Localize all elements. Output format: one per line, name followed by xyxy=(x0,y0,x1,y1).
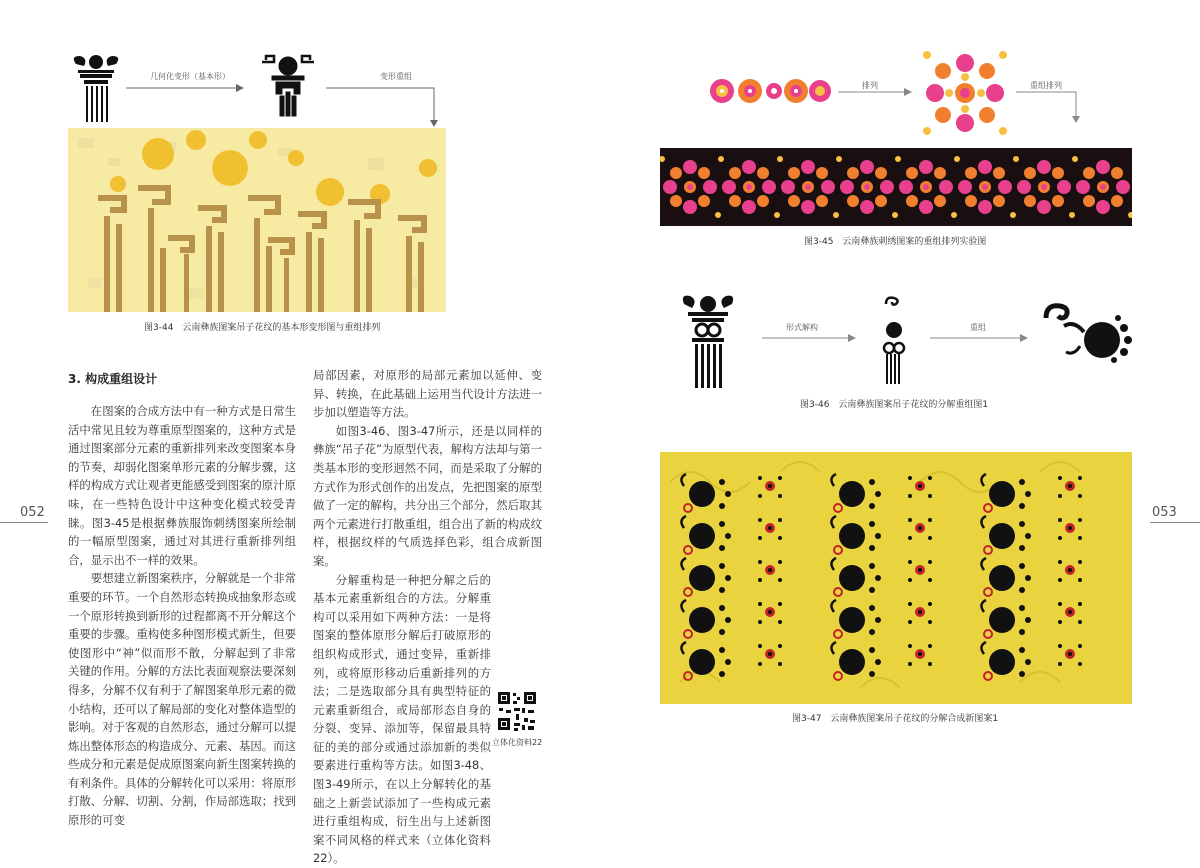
paragraph: 如图3-46、图3-47所示，还是以同样的彝族“吊子花”为原型代表，解构方法却与第一类基本形的变形迥然不同，而是采取了分解的方式作为形式创作的出发点，先把图案的原型做了一定的解构，共分出三个部分，然后取其两个元素进行打散重组，组合出了新的构成纹样，根据纹样的气质选择色彩，组合成新图案。 xyxy=(313,423,542,568)
figure-3-45-caption: 图3-45 云南彝族刺绣图案的重组排列实验图 xyxy=(804,237,987,247)
diaozihua-motif-original-2 xyxy=(680,292,736,390)
arrow-right-icon xyxy=(126,82,246,94)
flow-label-recombine-2: 重组 xyxy=(970,323,986,332)
figure-3-46-caption: 图3-46 云南彝族图案吊子花纹的分解重组图1 xyxy=(800,400,989,410)
paragraph: 要想建立新图案秩序，分解就是一个非常重要的环节。一个自然形态转换成抽象形态或一个原形转换到新形的过程都离不开分解这个重要的步骤。重构使多种图形模式新生，但要使图形中“神”似而形不散，分解起到了非常关键的作用。分解的方法比表面观察法要深刻得多，分解不仅有利于了解图案单形元素的微小结构，还可以了解局部的变化对整体造型的影响。对于客观的自然形态，通过分解可以提炼出整体形态的构造成分、元素、基因。而这些成分和元素是促成原图案向新生图案转换的有利条件。具体的分解转化可以采用：将原形打散、分解、切割、分割，作局部选取；找到原形的可变 xyxy=(68,571,296,828)
flow-label-deconstruct: 形式解构 xyxy=(786,323,818,332)
embroidery-motif-row xyxy=(708,72,832,110)
figure-3-44-pattern xyxy=(68,128,446,312)
arrow-down-right-icon xyxy=(326,82,442,128)
figure-3-45-pattern xyxy=(660,148,1132,226)
paragraph: 局部因素，对原形的局部元素加以延伸、变异、转换，在此基础上运用当代设计方法进一步加以塑造等方法。 xyxy=(313,368,542,420)
flow-label-rearrange: 重组排列 xyxy=(1030,81,1062,90)
diaozihua-motif-original xyxy=(70,52,122,124)
figure-3-44-caption: 图3-44 云南彝族图案吊子花纹的基本形变形图与重组排列 xyxy=(144,323,381,333)
arrow-right-icon xyxy=(838,86,914,98)
diaozihua-motif-parts xyxy=(876,296,912,386)
figure-3-47-pattern xyxy=(660,452,1132,704)
arrow-right-icon xyxy=(762,332,858,344)
body-column-2 xyxy=(313,366,542,868)
paragraph: 在图案的合成方法中有一种方式是日常生活中常见且较为尊重原型图案的，这种方式是通过图案部分元素的重新排列来改变图案本身的节奏，却弱化图案单形元素的分解步骤，这样的构成方式让观者更能感受到图案的原汁原味，在一些特色设计中这种变化模式较受青睐。图3-45是根据彝族服饰刺绣图案所绘制的一幅原型图案，通过对其进行重新排列组合，显示出不一样的效果。 xyxy=(68,404,296,567)
page-number-rule xyxy=(1150,522,1200,523)
section-heading: 3. 构成重组设计 xyxy=(68,372,158,386)
qr-label: 立体化资料22 xyxy=(492,738,543,747)
body-column-1 xyxy=(68,402,296,830)
page-number-right: 053 xyxy=(1152,505,1177,520)
embroidery-mandala xyxy=(920,48,1010,138)
flow-label-recombine: 变形重组 xyxy=(380,72,412,81)
arrow-right-icon xyxy=(930,332,1030,344)
diaozihua-motif-recombined xyxy=(1040,300,1136,366)
arrow-down-right-icon xyxy=(1016,86,1086,124)
page-number-left: 052 xyxy=(20,505,45,520)
paragraph: 分解重构是一种把分解之后的基本元素重新组合的方法。分解重构可以采用如下两种方法：一是将图案的整体原形分解后打破原形的组织构成形式，通过变异，重新排列，或将原形移动后重新排列的方法；二是选取部分具有典型特征的元素重新组合，或局部形态自身的分裂、变异、添加等，保留最具特征的美的部分或通过添加新的类似要素进行重构等方法。如图3-48、图3-49所示，在以上分解转化的基础之上新尝试添加了一些构成元素进行重组构成，衍生出与上述新图案不同风格的样式来（立体化资料22）。 xyxy=(313,572,491,866)
flow-label-geometric: 几何化变形（基本形） xyxy=(150,72,230,81)
page-number-rule xyxy=(0,522,48,523)
qr-code-icon[interactable] xyxy=(496,690,538,732)
figure-3-47-caption: 图3-47 云南彝族图案吊子花纹的分解合成新图案1 xyxy=(792,714,999,724)
diaozihua-motif-geometric xyxy=(258,52,318,118)
flow-label-arrange: 排列 xyxy=(862,81,878,90)
